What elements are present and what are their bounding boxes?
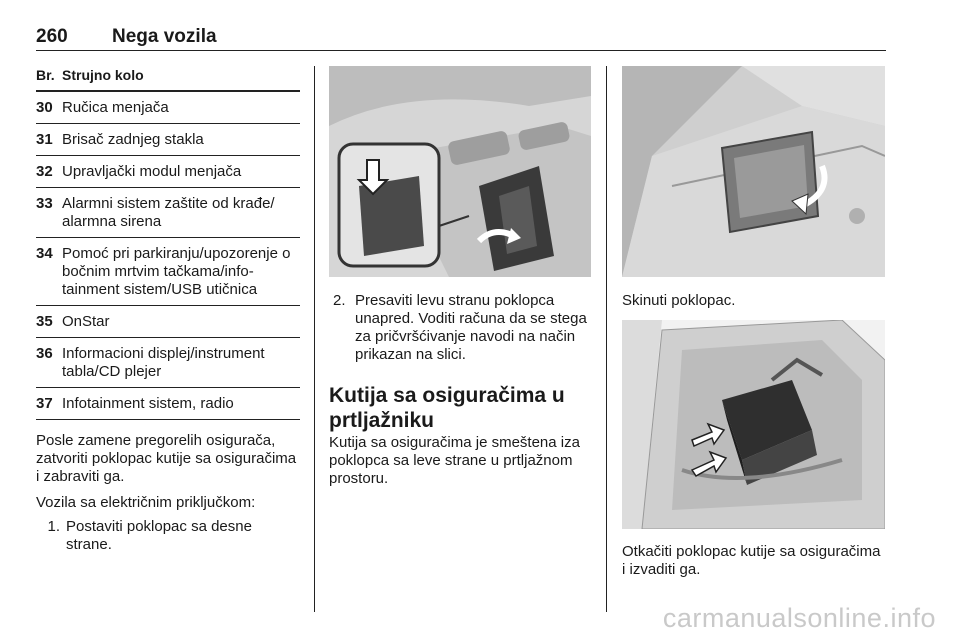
column-divider	[314, 66, 315, 612]
paragraph-plug-in-vehicles: Vozila sa električnim priključkom:	[36, 494, 256, 511]
fuse-number: 32	[36, 163, 53, 180]
table-row	[36, 156, 300, 188]
fuse-table-body	[36, 92, 300, 420]
fuse-circuit: Alarmni sistem zaštite od krađe/ alarmna sirena	[62, 195, 275, 230]
caption-remove-fuse-box-cover: Otkačiti poklopac kutije sa osiguračima i izvaditi ga.	[622, 543, 881, 578]
column-divider	[606, 66, 607, 612]
fuse-number: 31	[36, 131, 53, 148]
fuse-circuit: Pomoć pri parkiranju/upozorenje o bočnim mrtvim tačkama/info-tainment sistem/USB utičnica	[62, 245, 291, 298]
fuse-number: 37	[36, 395, 53, 412]
table-row	[36, 306, 300, 338]
step-number: 1.	[47, 518, 60, 535]
fuse-circuit: OnStar	[62, 313, 110, 330]
fuse-circuit: Infotainment sistem, radio	[62, 395, 234, 412]
column-header-number: Br.	[36, 67, 55, 83]
fuse-circuit: Upravljački modul menjača	[62, 163, 242, 180]
table-row	[36, 238, 300, 306]
cover-clamp-drawing	[329, 66, 591, 277]
table-row	[36, 338, 300, 388]
fuse-number: 35	[36, 313, 53, 330]
table-row	[36, 188, 300, 238]
remove-cover-drawing	[622, 66, 885, 277]
fuse-number: 34	[36, 245, 53, 262]
section-heading: Kutija sa osiguračima u prtljažniku	[329, 384, 565, 432]
fuse-table-header	[36, 66, 300, 92]
paragraph-after-replacement: Posle zamene pregorelih osigurača, zatvoriti poklopac kutije sa osiguračima i zabraviti ga.	[36, 432, 297, 485]
fuse-circuit: Brisač zadnjeg stakla	[62, 131, 204, 148]
step-text: Postaviti poklopac sa desne strane.	[66, 518, 252, 553]
fuse-box-drawing	[622, 320, 885, 529]
fuse-number: 36	[36, 345, 53, 362]
fuse-number: 33	[36, 195, 53, 212]
illustration-fuse-box	[622, 320, 885, 529]
header-rule	[36, 50, 886, 51]
caption-remove-cover: Skinuti poklopac.	[622, 292, 736, 309]
step-number: 2.	[333, 292, 346, 309]
page-number: 260	[36, 26, 68, 47]
fuse-number: 30	[36, 99, 53, 116]
illustration-cover-clamp	[329, 66, 591, 277]
step-2	[333, 292, 595, 364]
fuse-circuit: Informacioni displej/instrument tabla/CD plejer	[62, 345, 265, 380]
column-header-circuit: Strujno kolo	[62, 67, 144, 83]
table-row	[36, 388, 300, 420]
fuse-circuit: Ručica menjača	[62, 99, 169, 116]
left-column	[36, 66, 300, 554]
table-row	[36, 124, 300, 156]
section-body: Kutija sa osiguračima je smeštena iza poklopca sa leve strane u prtljažnom prostoru.	[329, 434, 580, 487]
step-text: Presaviti levu stranu poklopca unapred. Voditi računa da se stega za pričvršćivanje navodi na način prikazan na slici.	[355, 292, 587, 363]
page-title: Nega vozila	[112, 26, 217, 47]
step-1	[36, 518, 300, 554]
watermark: carmanualsonline.info	[662, 603, 936, 633]
illustration-remove-cover	[622, 66, 885, 277]
table-row	[36, 92, 300, 124]
